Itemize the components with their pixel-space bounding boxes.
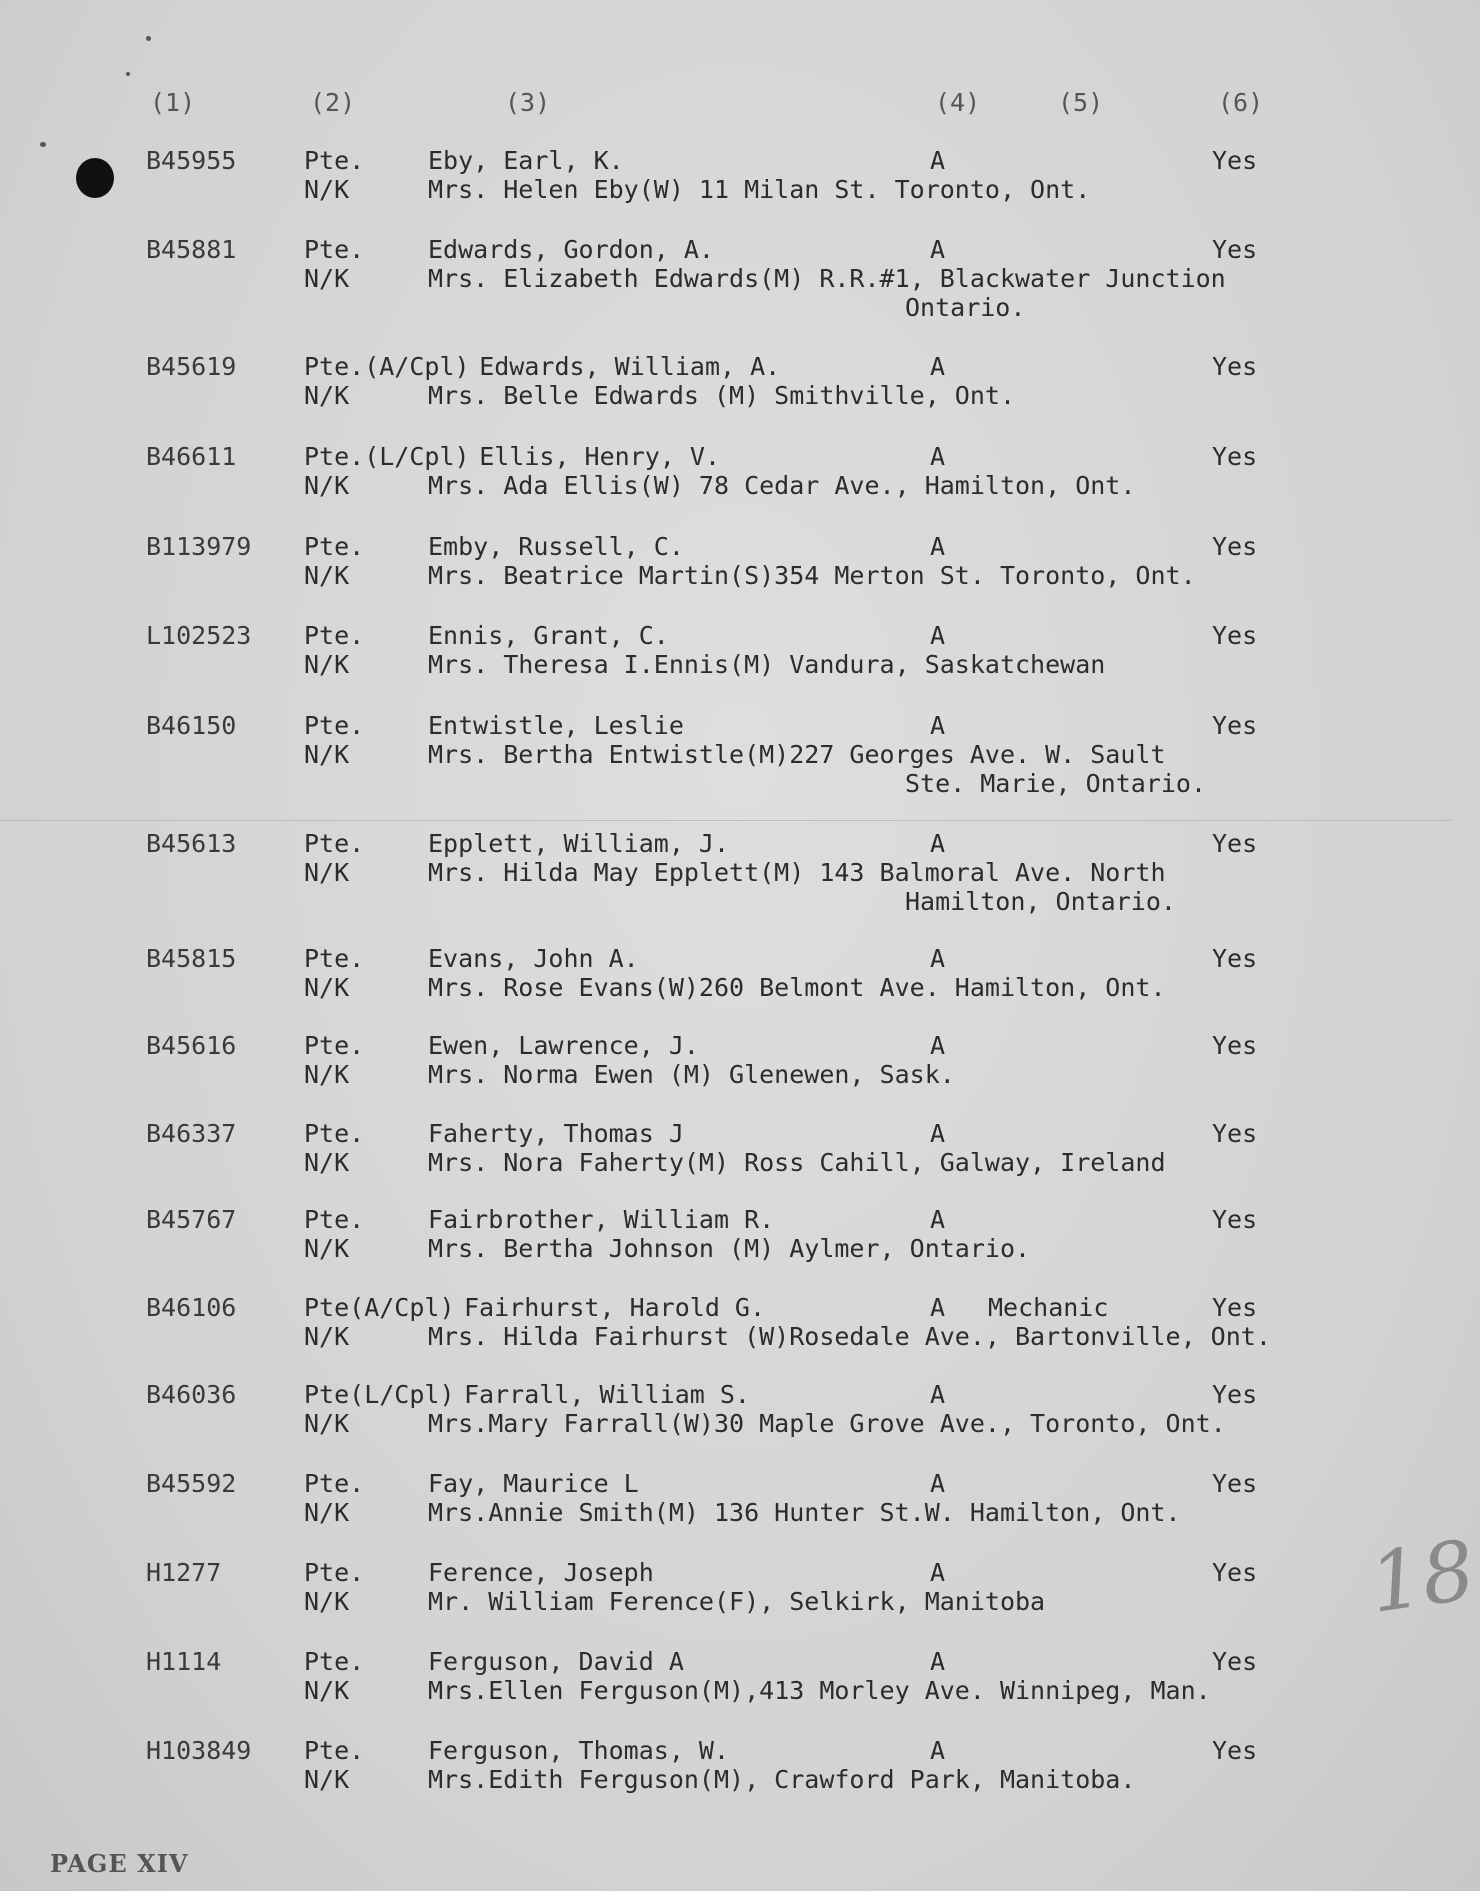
service-number: H103849 — [146, 1736, 252, 1765]
yes-mark: Yes — [1212, 1736, 1258, 1765]
next-of-kin-label: N/K — [304, 650, 350, 679]
yes-mark: Yes — [1212, 1558, 1258, 1587]
soldier-name: Ennis, Grant, C. — [428, 621, 669, 650]
next-of-kin: Mrs.Edith Ferguson(M), Crawford Park, Manitoba. — [428, 1765, 1136, 1794]
next-of-kin-label: N/K — [304, 1060, 350, 1089]
service-number: L102523 — [146, 621, 252, 650]
service-number: B46337 — [146, 1119, 237, 1148]
status-code: A — [930, 1558, 946, 1587]
yes-mark: Yes — [1212, 1293, 1258, 1322]
soldier-name: Edwards, William, A. — [479, 352, 781, 381]
soldier-name: Farrall, William S. — [464, 1380, 750, 1409]
next-of-kin-continued: Ontario. — [905, 293, 1026, 322]
next-of-kin-continued: Hamilton, Ontario. — [905, 887, 1176, 916]
status-code: A — [930, 944, 946, 973]
rank: Pte.(L/Cpl) — [304, 442, 470, 471]
soldier-name: Fairhurst, Harold G. — [464, 1293, 766, 1322]
status-code: A — [930, 352, 946, 381]
status-code: A — [930, 1031, 946, 1060]
status-code: A — [930, 146, 946, 175]
next-of-kin: Mrs. Theresa I.Ennis(M) Vandura, Saskatchewan — [428, 650, 1106, 679]
column-header-1: (1) — [150, 88, 196, 117]
soldier-name: Eby, Earl, K. — [428, 146, 624, 175]
handwritten-page-number: 18 — [1363, 1523, 1480, 1632]
yes-mark: Yes — [1212, 352, 1258, 381]
service-number: B45592 — [146, 1469, 237, 1498]
yes-mark: Yes — [1212, 829, 1258, 858]
soldier-name: Fay, Maurice L — [428, 1469, 639, 1498]
rank: Pte(L/Cpl) — [304, 1380, 455, 1409]
next-of-kin-label: N/K — [304, 471, 350, 500]
rank: Pte.(A/Cpl) — [304, 352, 470, 381]
page-footer: PAGE XIV — [50, 1849, 189, 1878]
next-of-kin-label: N/K — [304, 1498, 350, 1527]
service-number: B113979 — [146, 532, 252, 561]
service-number: H1114 — [146, 1647, 222, 1676]
yes-mark: Yes — [1212, 1119, 1258, 1148]
next-of-kin-label: N/K — [304, 1676, 350, 1705]
next-of-kin: Mrs. Elizabeth Edwards(M) R.R.#1, Blackwater Junction — [428, 264, 1226, 293]
status-code: A — [930, 1380, 946, 1409]
next-of-kin-label: N/K — [304, 858, 350, 887]
yes-mark: Yes — [1212, 235, 1258, 264]
next-of-kin-label: N/K — [304, 1322, 350, 1351]
rank: Pte. — [304, 235, 365, 264]
next-of-kin-label: N/K — [304, 561, 350, 590]
column-header-3: (3) — [505, 88, 551, 117]
next-of-kin: Mrs. Nora Faherty(M) Ross Cahill, Galway, Ireland — [428, 1148, 1166, 1177]
yes-mark: Yes — [1212, 944, 1258, 973]
ink-speck — [126, 72, 130, 76]
next-of-kin-continued: Ste. Marie, Ontario. — [905, 769, 1207, 798]
yes-mark: Yes — [1212, 1380, 1258, 1409]
service-number: H1277 — [146, 1558, 222, 1587]
yes-mark: Yes — [1212, 711, 1258, 740]
status-code: A — [930, 532, 946, 561]
yes-mark: Yes — [1212, 146, 1258, 175]
next-of-kin-label: N/K — [304, 740, 350, 769]
next-of-kin-label: N/K — [304, 264, 350, 293]
next-of-kin: Mrs. Hilda Fairhurst (W)Rosedale Ave., Bartonville, Ont. — [428, 1322, 1271, 1351]
next-of-kin-label: N/K — [304, 1765, 350, 1794]
rank: Pte. — [304, 621, 365, 650]
soldier-name: Ellis, Henry, V. — [479, 442, 721, 471]
status-code: A — [930, 1736, 946, 1765]
yes-mark: Yes — [1212, 532, 1258, 561]
rank: Pte. — [304, 1558, 365, 1587]
rank: Pte. — [304, 1205, 365, 1234]
next-of-kin: Mr. William Ference(F), Selkirk, Manitoba — [428, 1587, 1046, 1616]
column-header-4: (4) — [935, 88, 981, 117]
next-of-kin: Mrs.Mary Farrall(W)30 Maple Grove Ave., Toronto, Ont. — [428, 1409, 1226, 1438]
service-number: B46150 — [146, 711, 237, 740]
soldier-name: Emby, Russell, C. — [428, 532, 684, 561]
status-code: A — [930, 621, 946, 650]
status-code: A — [930, 711, 946, 740]
next-of-kin: Mrs. Hilda May Epplett(M) 143 Balmoral Ave. North — [428, 858, 1166, 887]
next-of-kin-label: N/K — [304, 1234, 350, 1263]
status-code: A — [930, 1205, 946, 1234]
soldier-name: Evans, John A. — [428, 944, 639, 973]
rank: Pte. — [304, 1031, 365, 1060]
service-number: B45955 — [146, 146, 237, 175]
yes-mark: Yes — [1212, 621, 1258, 650]
column-header-5: (5) — [1058, 88, 1104, 117]
rank: Pte. — [304, 532, 365, 561]
next-of-kin: Mrs. Bertha Johnson (M) Aylmer, Ontario. — [428, 1234, 1031, 1263]
next-of-kin-label: N/K — [304, 175, 350, 204]
rank: Pte(A/Cpl) — [304, 1293, 455, 1322]
status-code: A — [930, 1119, 946, 1148]
soldier-name: Edwards, Gordon, A. — [428, 235, 714, 264]
rank: Pte. — [304, 1647, 365, 1676]
service-number: B46036 — [146, 1380, 237, 1409]
next-of-kin: Mrs.Ellen Ferguson(M),413 Morley Ave. Winnipeg, Man. — [428, 1676, 1211, 1705]
yes-mark: Yes — [1212, 1469, 1258, 1498]
soldier-name: Ferguson, David A — [428, 1647, 684, 1676]
status-code: A — [930, 442, 946, 471]
soldier-name: Faherty, Thomas J — [428, 1119, 684, 1148]
yes-mark: Yes — [1212, 1031, 1258, 1060]
service-number: B45767 — [146, 1205, 237, 1234]
service-number: B45613 — [146, 829, 237, 858]
yes-mark: Yes — [1212, 442, 1258, 471]
rank: Pte. — [304, 829, 365, 858]
service-number: B45881 — [146, 235, 237, 264]
punch-hole — [76, 158, 114, 198]
service-number: B45619 — [146, 352, 237, 381]
service-number: B46611 — [146, 442, 237, 471]
service-number: B46106 — [146, 1293, 237, 1322]
next-of-kin: Mrs.Annie Smith(M) 136 Hunter St.W. Hamilton, Ont. — [428, 1498, 1181, 1527]
status-code: A — [930, 829, 946, 858]
rank: Pte. — [304, 1119, 365, 1148]
next-of-kin: Mrs. Beatrice Martin(S)354 Merton St. Toronto, Ont. — [428, 561, 1196, 590]
next-of-kin: Mrs. Bertha Entwistle(M)227 Georges Ave. W. Sault — [428, 740, 1166, 769]
yes-mark: Yes — [1212, 1647, 1258, 1676]
next-of-kin-label: N/K — [304, 381, 350, 410]
status-code: A — [930, 1293, 946, 1322]
next-of-kin-label: N/K — [304, 1148, 350, 1177]
next-of-kin: Mrs. Rose Evans(W)260 Belmont Ave. Hamilton, Ont. — [428, 973, 1166, 1002]
soldier-name: Entwistle, Leslie — [428, 711, 684, 740]
next-of-kin: Mrs. Helen Eby(W) 11 Milan St. Toronto, Ont. — [428, 175, 1091, 204]
soldier-name: Fairbrother, William R. — [428, 1205, 775, 1234]
ink-speck — [40, 142, 46, 147]
rank: Pte. — [304, 944, 365, 973]
column-header-2: (2) — [310, 88, 356, 117]
soldier-name: Ferguson, Thomas, W. — [428, 1736, 730, 1765]
column-header-6: (6) — [1218, 88, 1264, 117]
status-code: A — [930, 1469, 946, 1498]
next-of-kin: Mrs. Ada Ellis(W) 78 Cedar Ave., Hamilton, Ont. — [428, 471, 1136, 500]
yes-mark: Yes — [1212, 1205, 1258, 1234]
service-number: B45616 — [146, 1031, 237, 1060]
next-of-kin-label: N/K — [304, 1587, 350, 1616]
soldier-name: Ewen, Lawrence, J. — [428, 1031, 699, 1060]
next-of-kin: Mrs. Norma Ewen (M) Glenewen, Sask. — [428, 1060, 955, 1089]
next-of-kin-label: N/K — [304, 1409, 350, 1438]
status-code: A — [930, 235, 946, 264]
soldier-name: Ference, Joseph — [428, 1558, 654, 1587]
rank: Pte. — [304, 711, 365, 740]
ink-speck — [146, 36, 151, 41]
next-of-kin: Mrs. Belle Edwards (M) Smithville, Ont. — [428, 381, 1015, 410]
rank: Pte. — [304, 146, 365, 175]
trade: Mechanic — [988, 1293, 1109, 1322]
next-of-kin-label: N/K — [304, 973, 350, 1002]
soldier-name: Epplett, William, J. — [428, 829, 730, 858]
rank: Pte. — [304, 1736, 365, 1765]
rank: Pte. — [304, 1469, 365, 1498]
fold-line — [0, 820, 1452, 821]
service-number: B45815 — [146, 944, 237, 973]
status-code: A — [930, 1647, 946, 1676]
